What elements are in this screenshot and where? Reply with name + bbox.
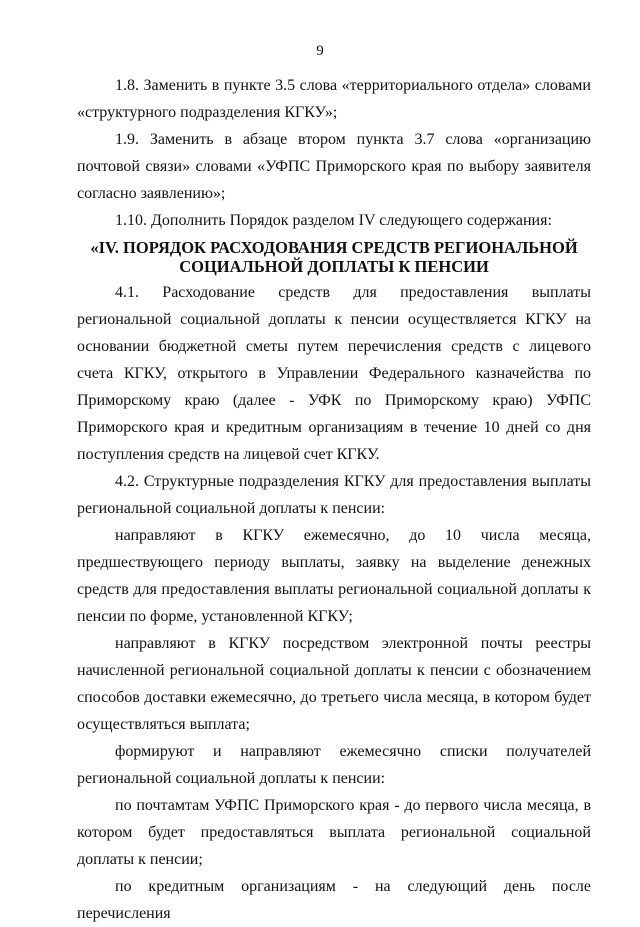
paragraph-request-monthly: направляют в КГКУ ежемесячно, до 10 числа месяца, предшествующего периоду выплаты, заявку на выделение денежных средств для предоставления выплаты региональной социальной доплаты к пенсии по форме, установленной КГКУ; — [77, 527, 591, 625]
section-heading-line-2: СОЦИАЛЬНОЙ ДОПЛАТЫ К ПЕНСИИ — [179, 257, 489, 276]
paragraph-1-8: 1.8. Заменить в пункте 3.5 слова «территориального отдела» словами «структурного подразделения КГКУ»; — [77, 77, 591, 121]
paragraph-1-10: 1.10. Дополнить Порядок разделом IV следующего содержания: — [115, 212, 552, 229]
document-body — [77, 72, 591, 927]
section-heading-line-1: «IV. ПОРЯДОК РАСХОДОВАНИЯ СРЕДСТВ РЕГИОНАЛЬНОЙ — [90, 238, 578, 257]
section-heading — [77, 238, 591, 276]
paragraph-4-1: 4.1. Расходование средств для предоставления выплаты региональной социальной доплаты к пенсии осуществляется КГКУ на основании бюджетной сметы путем перечисления средств с лицевого счета КГКУ, открытого в Управлении Федерального казначейства по Приморскому краю (далее - УФК по Приморскому краю) УФПС Приморского края и кредитным организациям в течение 10 дней со дня поступления средств на лицевой счет КГКУ. — [77, 284, 591, 463]
paragraph-post-offices: по почтамтам УФПС Приморского края - до первого числа месяца, в котором будет предоставляться выплата региональной социальной доплаты к пенсии; — [77, 797, 591, 868]
paragraph-recipient-lists: формируют и направляют ежемесячно списки получателей региональной социальной доплаты к пенсии: — [77, 743, 591, 787]
paragraph-4-2: 4.2. Структурные подразделения КГКУ для предоставления выплаты региональной социальной доплаты к пенсии: — [77, 473, 591, 517]
paragraph-credit-organizations: по кредитным организациям - на следующий день после перечисления — [77, 878, 591, 922]
page-number: 9 — [316, 43, 324, 59]
paragraph-1-9: 1.9. Заменить в абзаце втором пункта 3.7 слова «организацию почтовой связи» словами «УФПС Приморского края по выбору заявителя согласно заявлению»; — [77, 131, 591, 202]
paragraph-registers-email: направляют в КГКУ посредством электронной почты реестры начисленной региональной социальной доплаты к пенсии с обозначением способов доставки ежемесячно, до третьего числа месяца, в котором будет осуществляться выплата; — [77, 635, 591, 733]
